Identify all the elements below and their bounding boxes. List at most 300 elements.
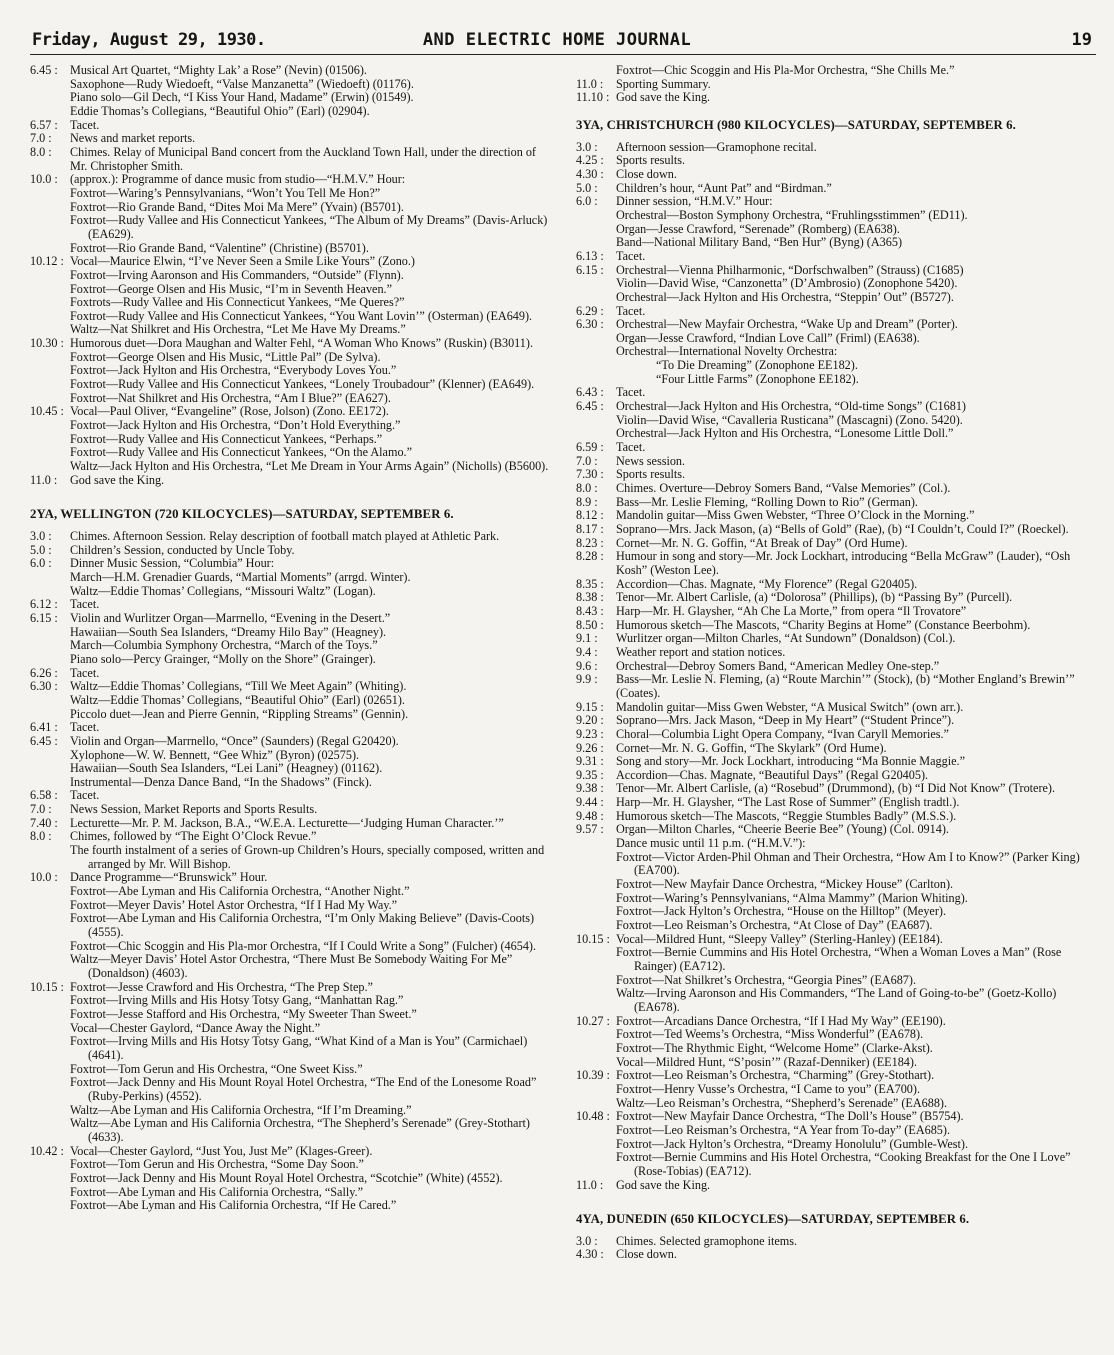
entry-item: Foxtrot—Tom Gerun and His Orchestra, “One Sweet Kiss.” [70, 1061, 363, 1076]
programme-entry [30, 146, 552, 173]
entry-text: Afternoon session—Gramophone recital. [616, 139, 817, 154]
entry-time: 10.0 : [30, 870, 58, 885]
programme-entry [576, 318, 1096, 332]
entry-time: 6.43 : [576, 385, 604, 400]
entry-text: News session. [616, 453, 686, 468]
entry-time: 6.0 : [30, 556, 52, 571]
entry-item: Foxtrot—Jack Denny and His Mount Royal Hotel Orchestra, “Scotchie” (White) (4552). [70, 1170, 503, 1185]
programme-entry [576, 632, 1096, 646]
entry-text: Soprano—Mrs. Jack Mason, “Deep in My Heart” (“Student Prince”). [616, 713, 955, 728]
programme-entry [576, 660, 1096, 674]
entry-time: 8.0 : [30, 829, 52, 844]
programme-entry [576, 91, 1096, 105]
entry-time: 9.38 : [576, 781, 604, 796]
entry-time: 9.31 : [576, 754, 604, 769]
entry-text: Lecturette—Mr. P. M. Jackson, B.A., “W.E.A. Lecturette—‘Judging Human Character.’” [70, 815, 504, 830]
programme-entry [30, 612, 552, 626]
entry-time: 9.44 : [576, 795, 604, 810]
programme-entry [30, 557, 552, 571]
christchurch-heading: 3YA, CHRISTCHURCH (980 KILOCYCLES)—SATURDAY, SEPTEMBER 6. [576, 117, 1016, 132]
entry-time: 7.30 : [576, 467, 604, 482]
programme-entry [576, 1069, 1096, 1083]
entry-item: “To Die Dreaming” (Zonophone EE182). [656, 358, 858, 373]
entry-text: Chimes. Overture—Debroy Somers Band, “Valse Memories” (Col.). [616, 481, 951, 496]
programme-entry [576, 605, 1096, 619]
auckland-continued-listing [30, 64, 552, 487]
programme-entry [576, 537, 1096, 551]
entry-item: Foxtrot—Leo Reisman’s Orchestra, “A Year from To-day” (EA685). [616, 1122, 951, 1137]
entry-item: “Four Little Farms” (Zonophone EE182). [656, 371, 859, 386]
entry-text: Close down. [616, 166, 677, 181]
entry-item: Foxtrot—Irving Mills and His Hotsy Totsy Gang, “What Kind of a Man is You” (Carmichael) (4641). [70, 1034, 528, 1062]
programme-entry [576, 782, 1096, 796]
entry-text: Tacet. [70, 665, 100, 680]
programme-entry [576, 728, 1096, 742]
programme-entry [30, 789, 552, 803]
entry-text: Dinner Music Session, “Columbia” Hour: [70, 556, 275, 571]
entry-text: Sporting Summary. [616, 76, 711, 91]
programme-entry [576, 1179, 1096, 1193]
entry-item: Foxtrot—Jack Hylton’s Orchestra, “House on the Hilltop” (Meyer). [616, 904, 947, 919]
programme-entry [576, 810, 1096, 824]
entry-text: Choral—Columbia Light Opera Company, “Ivan Caryll Memories.” [616, 726, 949, 741]
entry-text: Wurlitzer organ—Milton Charles, “At Sundown” (Donaldson) (Col.). [616, 631, 956, 646]
entry-text: Humorous sketch—The Mascots, “Charity Begins at Home” (Constance Beerbohm). [616, 617, 1031, 632]
entry-text: Cornet—Mr. N. G. Goffin, “At Break of Day” (Ord Hume). [616, 535, 908, 550]
entry-item: Foxtrot—Abe Lyman and His California Orchestra, “I’m Only Making Believe” (Davis-Coots) (4555). [70, 911, 535, 940]
entry-time: 11.10 : [576, 90, 610, 105]
issue-date: Friday, August 29, 1930. [32, 30, 266, 50]
entry-text: Chimes. Selected gramophone items. [616, 1233, 798, 1248]
entry-time: 8.0 : [30, 144, 52, 159]
programme-entry [576, 755, 1096, 769]
entry-time: 10.45 : [30, 404, 64, 419]
entry-time: 8.23 : [576, 535, 604, 550]
programme-entry [30, 405, 552, 419]
entry-item: Foxtrot—Rudy Vallee and His Connecticut Yankees, “On the Alamo.” [70, 445, 412, 460]
entry-item: Foxtrot—Rudy Vallee and His Connecticut Yankees, “Lonely Troubadour” (Klenner) (EA649). [70, 377, 535, 392]
entry-item: Foxtrot—Rio Grande Band, “Valentine” (Christine) (B5701). [70, 240, 369, 255]
entry-item: Instrumental—Denza Dance Band, “In the Shadows” (Finck). [70, 774, 372, 789]
programme-entry [576, 701, 1096, 715]
entry-text: Waltz—Eddie Thomas’ Collegians, “Till We Meet Again” (Whiting). [70, 679, 407, 694]
entry-time: 3.0 : [576, 1233, 598, 1248]
right-column [576, 64, 1096, 1262]
entry-item: Eddie Thomas’s Collegians, “Beautiful Ohio” (Earl) (02904). [70, 103, 370, 118]
entry-time: 7.0 : [30, 802, 52, 817]
entry-text: Chimes, followed by “The Eight O’Clock Revue.” [70, 829, 317, 844]
entry-item: The fourth instalment of a series of Grown-up Children’s Hours, specially composed, written and arranged by Mr. Will Bishop. [70, 843, 545, 871]
programme-entry [576, 742, 1096, 756]
programme-entry [576, 468, 1096, 482]
programme-entry [576, 195, 1096, 209]
entry-item: Foxtrot—Rio Grande Band, “Dites Moi Ma Mere” (Yvain) (B5701). [70, 199, 404, 214]
header-rule [30, 54, 1096, 55]
entry-item: Waltz—Abe Lyman and His California Orchestra, “If I’m Dreaming.” [70, 1102, 412, 1117]
entry-time: 6.59 : [576, 440, 604, 455]
entry-item: Foxtrot—Bernie Cummins and His Hotel Orchestra, “When a Woman Loves a Man” (Rose Rainger) (EA712). [616, 945, 1062, 973]
entry-text: Harp—Mr. H. Glaysher, “The Last Rose of Summer” (English tradtl.). [616, 795, 960, 810]
entry-time: 6.45 : [576, 399, 604, 414]
programme-entry [576, 769, 1096, 783]
entry-text: Vocal—Maurice Elwin, “I’ve Never Seen a Smile Like Yours” (Zono.) [70, 254, 415, 269]
entry-text: Orchestral—Debroy Somers Band, “American Medley One-step.” [616, 658, 940, 673]
entry-time: 10.27 : [576, 1013, 610, 1028]
entry-text: Weather report and station notices. [616, 644, 786, 659]
entry-text: Bass—Mr. Leslie N. Fleming, (a) “Route Marchin’” (Stock), (b) “Mother England’s Brewin’” (Coates). [616, 672, 1075, 700]
programme-entry [576, 823, 1096, 837]
programme-entry [576, 264, 1096, 278]
entry-time: 10.0 : [30, 172, 58, 187]
programme-entry [576, 78, 1096, 92]
entry-time: 5.0 : [576, 180, 598, 195]
entry-item: Violin—David Wise, “Canzonetta” (D’Ambrosio) (Zonophone 5420). [616, 276, 958, 291]
christchurch-listing [576, 141, 1096, 1193]
page-header [0, 0, 1114, 56]
programme-entry [30, 817, 552, 831]
programme-entry [30, 530, 552, 544]
entry-item: March—H.M. Grenadier Guards, “Martial Moments” (arrgd. Winter). [70, 569, 411, 584]
entry-item: Piano solo—Gil Dech, “I Kiss Your Hand, Madame” (Erwin) (01549). [70, 90, 414, 105]
programme-entry [30, 721, 552, 735]
entry-text: Sports results. [616, 153, 686, 168]
programme-entry [576, 619, 1096, 633]
entry-text: Humorous duet—Dora Maughan and Walter Fehl, “A Woman Who Knows” (Ruskin) (B3011). [70, 336, 534, 351]
entry-time: 8.38 : [576, 590, 604, 605]
dunedin-listing [576, 1235, 1096, 1262]
entry-time: 11.0 : [30, 472, 58, 487]
entry-item: Dance music until 11 p.m. (“H.M.V.”): [616, 836, 806, 851]
programme-entry [30, 680, 552, 694]
entry-text: Tenor—Mr. Albert Carlisle, (a) “Dolorosa” (Phillips), (b) “Passing By” (Purcell). [616, 590, 1013, 605]
entry-text: Organ—Milton Charles, “Cheerie Beerie Bee” (Young) (Col. 0914). [616, 822, 949, 837]
entry-item: Waltz—Irving Aaronson and His Commanders, “The Land of Going-to-be” (Goetz-Kollo) (EA678). [616, 986, 1057, 1014]
programme-entry [576, 250, 1096, 264]
entry-text: Cornet—Mr. N. G. Goffin, “The Skylark” (Ord Hume). [616, 740, 887, 755]
entry-item: Organ—Jesse Crawford, “Serenade” (Romberg) (EA638). [616, 221, 900, 236]
programme-entry [30, 474, 552, 488]
entry-item: Waltz—Nat Shilkret and His Orchestra, “Let Me Have My Dreams.” [70, 322, 406, 337]
entry-time: 6.0 : [576, 194, 598, 209]
entry-item: Violin—David Wise, “Cavalleria Rusticana” (Mascagni) (Zono. 5420). [616, 412, 963, 427]
entry-text: Musical Art Quartet, “Mighty Lak’ a Rose” (Nevin) (01506). [70, 63, 367, 77]
wellington-listing [30, 530, 552, 1213]
entry-text: Foxtrot—Leo Reisman’s Orchestra, “Charming” (Grey-Stothart). [616, 1068, 935, 1083]
programme-entry [30, 598, 552, 612]
programme-entry [576, 933, 1096, 947]
entry-item: Foxtrot—Jack Hylton and His Orchestra, “Don’t Hold Everything.” [70, 418, 401, 433]
entry-time: 7.0 : [576, 453, 598, 468]
entry-time: 4.25 : [576, 153, 604, 168]
entry-item: Foxtrot—Rudy Vallee and His Connecticut Yankees, “The Album of My Dreams” (Davis-Arluck) (EA629). [70, 213, 548, 241]
programme-entry [30, 830, 552, 844]
entry-item: Saxophone—Rudy Wiedoeft, “Valse Manzanetta” (Wiedoeft) (01176). [70, 76, 414, 91]
wellington-continued-listing [576, 64, 1096, 105]
entry-item: Foxtrot—The Rhythmic Eight, “Welcome Home” (Clarke-Akst). [616, 1040, 933, 1055]
entry-item: Hawaiian—South Sea Islanders, “Dreamy Hilo Bay” (Heagney). [70, 624, 387, 639]
entry-item: Foxtrot—Waring’s Pennsylvanians, “Won’t You Tell Me Hon?” [70, 185, 381, 200]
programme-entry [576, 141, 1096, 155]
entry-item: Foxtrot—Nat Shilkret’s Orchestra, “Georgia Pines” (EA687). [616, 972, 916, 987]
programme-entry [30, 64, 552, 78]
entry-text: Chimes. Relay of Municipal Band concert from the Auckland Town Hall, under the direction of Mr. Christopher Smith. [70, 144, 536, 173]
entry-time: 6.30 : [576, 317, 604, 332]
entry-item: Foxtrot—Rudy Vallee and His Connecticut Yankees, “You Want Lovin’” (Osterman) (EA649). [70, 308, 533, 323]
entry-time: 6.41 : [30, 720, 58, 735]
entry-item: Foxtrot—Ted Weems’s Orchestra, “Miss Wonderful” (EA678). [616, 1027, 924, 1042]
entry-item: Xylophone—W. W. Bennett, “Gee Whiz” (Byron) (02575). [70, 747, 360, 762]
entry-item: Foxtrot—Tom Gerun and His Orchestra, “Some Day Soon.” [70, 1157, 364, 1172]
entry-item: Vocal—Mildred Hunt, “S’posin’” (Razaf-Denniker) (EE184). [616, 1054, 917, 1069]
entry-time: 10.15 : [576, 931, 610, 946]
programme-entry [576, 386, 1096, 400]
entry-time: 8.17 : [576, 522, 604, 536]
entry-item: Piccolo duet—Jean and Pierre Gennin, “Rippling Streams” (Gennin). [70, 706, 409, 721]
programme-entry [576, 154, 1096, 168]
entry-item: Orchestral—Boston Symphony Orchestra, “Fruhlingsstimmen” (ED11). [616, 207, 968, 222]
entry-time: 4.30 : [576, 1247, 604, 1262]
entry-time: 8.0 : [576, 481, 598, 496]
entry-text: Violin and Wurlitzer Organ—Marrnello, “Evening in the Desert.” [70, 610, 391, 625]
entry-item: Orchestral—Jack Hylton and His Orchestra, “Lonesome Little Doll.” [616, 426, 954, 441]
programme-entry [576, 64, 1096, 78]
entry-text: Tacet. [70, 117, 100, 132]
programme-entry [576, 796, 1096, 810]
programme-entry [30, 803, 552, 817]
entry-item: Waltz—Leo Reisman’s Orchestra, “Shepherd’s Serenade” (EA688). [616, 1095, 948, 1110]
entry-item: Foxtrot—Leo Reisman’s Orchestra, “At Close of Day” (EA687). [616, 918, 933, 933]
entry-item: Piano solo—Percy Grainger, “Molly on the Shore” (Grainger). [70, 651, 376, 666]
entry-text: God save the King. [616, 90, 711, 105]
entry-item: Foxtrot—Jack Hylton’s Orchestra, “Dreamy Honolulu” (Gumble-West). [616, 1136, 969, 1151]
programme-entry [30, 735, 552, 749]
entry-item: Band—National Military Band, “Ben Hur” (Byng) (A365) [616, 235, 903, 250]
entry-time: 9.20 : [576, 713, 604, 728]
entry-item: Foxtrot—Meyer Davis’ Hotel Astor Orchestra, “If I Had My Way.” [70, 897, 398, 912]
programme-entry [30, 255, 552, 269]
entry-time: 8.9 : [576, 494, 598, 509]
entry-time: 8.50 : [576, 617, 604, 632]
left-column [30, 64, 552, 1213]
entry-text: Humorous sketch—The Mascots, “Reggie Stumbles Badly” (M.S.S.). [616, 808, 957, 823]
entry-item: Foxtrot—Jack Hylton and His Orchestra, “Everybody Loves You.” [70, 363, 397, 378]
journal-title: AND ELECTRIC HOME JOURNAL [422, 30, 692, 50]
programme-entry [30, 1145, 552, 1159]
entry-time: 9.35 : [576, 767, 604, 782]
entry-item: Vocal—Chester Gaylord, “Dance Away the Night.” [70, 1020, 321, 1035]
programme-entry [576, 441, 1096, 455]
entry-time: 8.12 : [576, 508, 604, 523]
entry-item: Foxtrot—George Olsen and His Music, “I’m in Seventh Heaven.” [70, 281, 392, 296]
entry-item: Foxtrot—Abe Lyman and His California Orchestra, “Another Night.” [70, 884, 410, 899]
entry-time: 6.12 : [30, 597, 58, 612]
entry-time: 5.0 : [30, 542, 52, 557]
entry-item: Waltz—Eddie Thomas’ Collegians, “Beautiful Ohio” (Earl) (02651). [70, 692, 405, 707]
entry-item: Foxtrot—Jack Denny and His Mount Royal Hotel Orchestra, “The End of the Lonesome Road” (Ruby-Perkins) (4552). [70, 1075, 537, 1103]
entry-text: News and market reports. [70, 131, 196, 146]
entry-time: 8.43 : [576, 603, 604, 618]
entry-time: 6.45 : [30, 63, 58, 77]
entry-time: 10.30 : [30, 336, 64, 351]
entry-time: 9.1 : [576, 631, 598, 646]
entry-time: 6.15 : [576, 262, 604, 277]
entry-text: Vocal—Paul Oliver, “Evangeline” (Rose, Jolson) (Zono. EE172). [70, 404, 389, 419]
entry-text: Foxtrot—Chic Scoggin and His Pla-Mor Orchestra, “She Chills Me.” [616, 63, 955, 77]
programme-entry [576, 1015, 1096, 1029]
programme-entry [576, 305, 1096, 319]
entry-text: Tenor—Mr. Albert Carlisle, (a) “Rosebud” (Drummond), (b) “I Did Not Know” (Trotere). [616, 781, 1056, 796]
entry-time: 9.23 : [576, 726, 604, 741]
entry-time: 10.39 : [576, 1068, 610, 1083]
entry-time: 8.28 : [576, 549, 604, 564]
entry-time: 6.26 : [30, 665, 58, 680]
entry-time: 6.15 : [30, 610, 58, 625]
entry-time: 9.9 : [576, 672, 598, 687]
entry-time: 9.48 : [576, 808, 604, 823]
programme-entry [576, 509, 1096, 523]
entry-item: Foxtrot—Jesse Stafford and His Orchestra, “My Sweeter Than Sweet.” [70, 1006, 417, 1021]
entry-time: 9.4 : [576, 644, 598, 659]
entry-item: Waltz—Abe Lyman and His California Orchestra, “The Shepherd’s Serenade” (Grey-Stothart) (4633). [70, 1116, 530, 1144]
wellington-heading: 2YA, WELLINGTON (720 KILOCYCLES)—SATURDAY, SEPTEMBER 6. [30, 507, 454, 522]
programme-entry [30, 871, 552, 885]
programme-entry [576, 591, 1096, 605]
programme-entry [576, 714, 1096, 728]
programme-entry [30, 119, 552, 133]
entry-text: Tacet. [70, 788, 100, 803]
entry-item: Waltz—Eddie Thomas’ Collegians, “Missouri Waltz” (Logan). [70, 583, 376, 598]
entry-time: 9.15 : [576, 699, 604, 714]
programme-entry [576, 523, 1096, 537]
entry-item: Orchestral—International Novelty Orchestra: [616, 344, 838, 359]
entry-item: Foxtrot—Nat Shilkret and His Orchestra, “Am I Blue?” (EA627). [70, 390, 391, 405]
entry-item: Foxtrot—Chic Scoggin and His Pla-mor Orchestra, “If I Could Write a Song” (Fulcher) (4654). [70, 938, 537, 953]
programme-entry [576, 400, 1096, 414]
entry-time: 11.0 : [576, 76, 604, 91]
programme-entry [576, 673, 1096, 700]
entry-text: God save the King. [70, 472, 165, 487]
entry-text: Foxtrot—New Mayfair Dance Orchestra, “The Doll’s House” (B5754). [616, 1109, 964, 1124]
entry-time [576, 64, 616, 78]
entry-time: 6.29 : [576, 303, 604, 318]
entry-item: Foxtrot—Irving Mills and His Hotsy Totsy Gang, “Manhattan Rag.” [70, 993, 404, 1008]
entry-item: Waltz—Meyer Davis’ Hotel Astor Orchestra, “There Must Be Somebody Waiting For Me” (Donaldson) (4603). [70, 952, 513, 980]
entry-item: Foxtrot—Henry Vusse’s Orchestra, “I Came to you” (EA700). [616, 1081, 921, 1096]
entry-text: News Session, Market Reports and Sports Results. [70, 802, 318, 817]
programme-entry [576, 1110, 1096, 1124]
entry-item: Foxtrot—Bernie Cummins and His Hotel Orchestra, “Cooking Breakfast for the One I Love” (Rose-Tobias) (EA712). [616, 1150, 1071, 1178]
entry-item: Foxtrot—Victor Arden-Phil Ohman and Their Orchestra, “How Am I to Know?” (Parker King) (EA700). [616, 849, 1080, 878]
entry-text: Tacet. [70, 597, 100, 612]
entry-item: Foxtrot—Rudy Vallee and His Connecticut Yankees, “Perhaps.” [70, 431, 383, 446]
entry-text: Tacet. [616, 303, 646, 318]
entry-item: Foxtrots—Rudy Vallee and His Connecticut Yankees, “Me Queres?” [70, 295, 405, 310]
entry-text: Chimes. Afternoon Session. Relay description of football match played at Athletic Park. [70, 529, 500, 543]
entry-time: 10.48 : [576, 1109, 610, 1124]
entry-text: Children’s hour, “Aunt Pat” and “Birdman.” [616, 180, 832, 195]
programme-entry [576, 578, 1096, 592]
page-number: 19 [1071, 30, 1092, 50]
entry-text: Tacet. [616, 440, 646, 455]
entry-time: 6.45 : [30, 733, 58, 748]
programme-entry [576, 455, 1096, 469]
programme-entry [576, 496, 1096, 510]
programme-entry [30, 544, 552, 558]
entry-item: Hawaiian—South Sea Islanders, “Lei Lani” (Heagney) (01162). [70, 761, 383, 776]
entry-item: Orchestral—Jack Hylton and His Orchestra, “Steppin’ Out” (B5727). [616, 289, 954, 304]
programme-entry [30, 173, 552, 187]
entry-text: Close down. [616, 1247, 677, 1262]
entry-text: Dinner session, “H.M.V.” Hour: [616, 194, 773, 209]
entry-item: Organ—Jesse Crawford, “Indian Love Call” (Friml) (EA638). [616, 330, 920, 345]
entry-text: Humour in song and story—Mr. Jock Lockhart, introducing “Bella McGraw” (Lauder), “Osh Kosh” (Weston Lee). [616, 549, 1071, 577]
programme-entry [576, 482, 1096, 496]
entry-text: Vocal—Chester Gaylord, “Just You, Just Me” (Klages-Greer). [70, 1143, 373, 1158]
entry-time: 3.0 : [30, 529, 52, 543]
entry-text: Tacet. [616, 385, 646, 400]
entry-time: 7.0 : [30, 131, 52, 146]
programme-entry [30, 132, 552, 146]
entry-time: 9.57 : [576, 822, 604, 837]
entry-text: (approx.): Programme of dance music from studio—“H.M.V.” Hour: [70, 172, 406, 187]
entry-time: 10.12 : [30, 254, 64, 269]
entry-item: Foxtrot—Abe Lyman and His California Orchestra, “If He Cared.” [70, 1198, 397, 1213]
entry-time: 10.15 : [30, 979, 64, 994]
entry-item: Foxtrot—New Mayfair Dance Orchestra, “Mickey House” (Carlton). [616, 877, 954, 892]
entry-time: 7.40 : [30, 815, 58, 830]
entry-text: Orchestral—Vienna Philharmonic, “Dorfschwalben” (Strauss) (C1685) [616, 262, 964, 277]
entry-text: Foxtrot—Arcadians Dance Orchestra, “If I Had My Way” (EE190). [616, 1013, 946, 1028]
entry-time: 6.57 : [30, 117, 58, 132]
entry-time: 9.6 : [576, 658, 598, 673]
entry-text: Violin and Organ—Marrnello, “Once” (Saunders) (Regal G20420). [70, 733, 399, 748]
entry-time: 6.58 : [30, 788, 58, 803]
programme-entry [576, 1235, 1096, 1249]
programme-entry [576, 646, 1096, 660]
entry-item: March—Columbia Symphony Orchestra, “March of the Toys.” [70, 638, 378, 653]
entry-text: Song and story—Mr. Jock Lockhart, introducing “Ma Bonnie Maggie.” [616, 754, 965, 769]
entry-text: Accordion—Chas. Magnate, “My Florence” (Regal G20405). [616, 576, 918, 591]
entry-time: 9.26 : [576, 740, 604, 755]
programme-entry [576, 550, 1096, 577]
entry-text: Vocal—Mildred Hunt, “Sleepy Valley” (Sterling-Hanley) (EE184). [616, 931, 943, 946]
entry-time: 4.30 : [576, 166, 604, 181]
entry-item: Foxtrot—Abe Lyman and His California Orchestra, “Sally.” [70, 1184, 363, 1199]
programme-entry [30, 981, 552, 995]
entry-text: Orchestral—Jack Hylton and His Orchestra, “Old-time Songs” (C1681) [616, 399, 966, 414]
entry-text: Foxtrot—Jesse Crawford and His Orchestra, “The Prep Step.” [70, 979, 373, 994]
entry-text: Accordion—Chas. Magnate, “Beautiful Days” (Regal G20405). [616, 767, 929, 782]
entry-text: Mandolin guitar—Miss Gwen Webster, “A Musical Switch” (own arr.). [616, 699, 964, 714]
programme-entry [576, 182, 1096, 196]
entry-text: Tacet. [70, 720, 100, 735]
entry-text: Soprano—Mrs. Jack Mason, (a) “Bells of Gold” (Rae), (b) “I Couldn’t, Could I?” (Roeckel). [616, 522, 1069, 536]
entry-text: Orchestral—New Mayfair Orchestra, “Wake Up and Dream” (Porter). [616, 317, 958, 332]
dunedin-heading: 4YA, DUNEDIN (650 KILOCYCLES)—SATURDAY, SEPTEMBER 6. [576, 1212, 970, 1227]
programme-entry [30, 667, 552, 681]
entry-text: Harp—Mr. H. Glaysher, “Ah Che La Morte,” from opera “Il Trovatore” [616, 603, 967, 618]
entry-item: Foxtrot—Waring’s Pennsylvanians, “Alma Mammy” (Marion Whiting). [616, 890, 968, 905]
entry-text: Mandolin guitar—Miss Gwen Webster, “Three O’Clock in the Morning.” [616, 508, 975, 523]
entry-time: 8.35 : [576, 576, 604, 591]
programme-entry [30, 337, 552, 351]
entry-time: 6.30 : [30, 679, 58, 694]
entry-text: Sports results. [616, 467, 686, 482]
entry-text: Children’s Session, conducted by Uncle Toby. [70, 542, 295, 557]
entry-item: Foxtrot—George Olsen and His Music, “Little Pal” (De Sylva). [70, 349, 381, 364]
entry-time: 11.0 : [576, 1177, 604, 1192]
entry-text: Tacet. [616, 248, 646, 263]
